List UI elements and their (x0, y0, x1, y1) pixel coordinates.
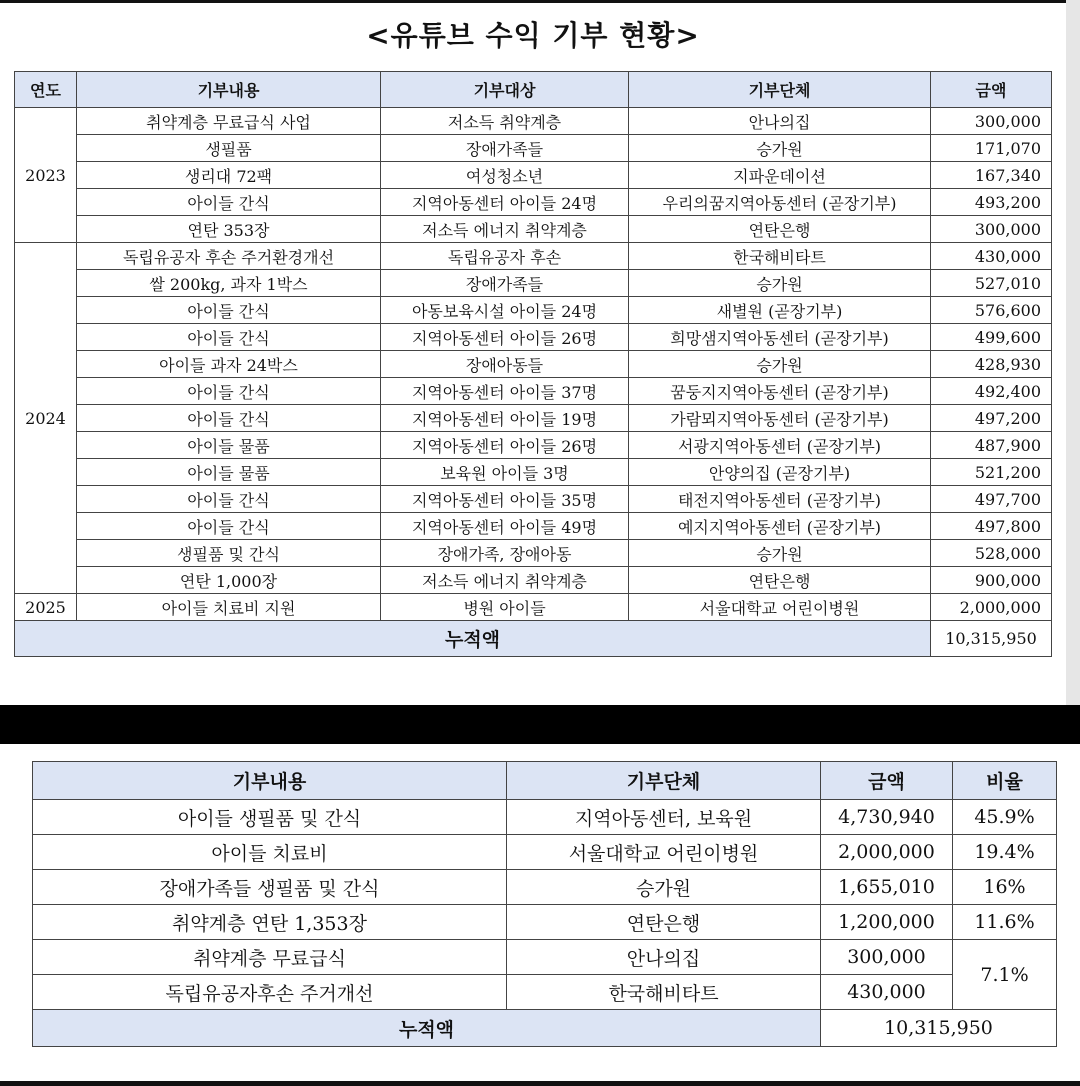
amount-cell: 2,000,000 (931, 594, 1052, 621)
org-cell: 우리의꿈지역아동센터 (곧장기부) (629, 189, 931, 216)
header-year: 연도 (15, 72, 77, 108)
table-row (15, 567, 1052, 594)
year-cell: 2024 (15, 243, 77, 594)
summary-row (33, 800, 1057, 835)
top-border-line (0, 0, 1080, 3)
amount-cell: 167,340 (931, 162, 1052, 189)
table-row (15, 513, 1052, 540)
summary-ratio-cell: 7.1% (953, 940, 1057, 1010)
table-row (15, 594, 1052, 621)
target-cell: 보육원 아이들 3명 (381, 459, 629, 486)
header-amount: 금액 (931, 72, 1052, 108)
summary-amount-cell: 1,200,000 (821, 905, 953, 940)
org-cell: 안양의집 (곧장기부) (629, 459, 931, 486)
table-row (15, 297, 1052, 324)
table-row (15, 216, 1052, 243)
summary-row (33, 835, 1057, 870)
summary-ratio-cell: 16% (953, 870, 1057, 905)
org-cell: 승가원 (629, 351, 931, 378)
target-cell: 아동보육시설 아이들 24명 (381, 297, 629, 324)
year-cell: 2025 (15, 594, 77, 621)
summary-content-cell: 장애가족들 생필품 및 간식 (33, 870, 507, 905)
org-cell: 서광지역아동센터 (곧장기부) (629, 432, 931, 459)
table-row (15, 243, 1052, 270)
summary-amount-cell: 300,000 (821, 940, 953, 975)
content-cell: 생리대 72팩 (77, 162, 381, 189)
content-cell: 취약계층 무료급식 사업 (77, 108, 381, 135)
header-content: 기부내용 (77, 72, 381, 108)
summary-header-ratio: 비율 (953, 762, 1057, 800)
table-header-row (15, 72, 1052, 108)
summary-ratio-cell: 19.4% (953, 835, 1057, 870)
summary-header-org: 기부단체 (507, 762, 821, 800)
summary-content-cell: 취약계층 연탄 1,353장 (33, 905, 507, 940)
summary-org-cell: 안나의집 (507, 940, 821, 975)
amount-cell: 497,700 (931, 486, 1052, 513)
org-cell: 안나의집 (629, 108, 931, 135)
year-cell: 2023 (15, 108, 77, 243)
org-cell: 희망샘지역아동센터 (곧장기부) (629, 324, 931, 351)
target-cell: 독립유공자 후손 (381, 243, 629, 270)
amount-cell: 492,400 (931, 378, 1052, 405)
summary-org-cell: 서울대학교 어린이병원 (507, 835, 821, 870)
table-row (15, 432, 1052, 459)
target-cell: 저소득 취약계층 (381, 108, 629, 135)
page-title: <유튜브 수익 기부 현황> (366, 19, 700, 52)
table-row (15, 270, 1052, 297)
org-cell: 태전지역아동센터 (곧장기부) (629, 486, 931, 513)
scrollbar-track[interactable] (1066, 0, 1080, 705)
amount-cell: 521,200 (931, 459, 1052, 486)
amount-cell: 428,930 (931, 351, 1052, 378)
content-cell: 아이들 물품 (77, 432, 381, 459)
target-cell: 지역아동센터 아이들 37명 (381, 378, 629, 405)
amount-cell: 171,070 (931, 135, 1052, 162)
amount-cell: 528,000 (931, 540, 1052, 567)
table-row (15, 108, 1052, 135)
summary-header-amount: 금액 (821, 762, 953, 800)
total-label: 누적액 (15, 621, 931, 657)
header-target: 기부대상 (381, 72, 629, 108)
org-cell: 예지지역아동센터 (곧장기부) (629, 513, 931, 540)
amount-cell: 487,900 (931, 432, 1052, 459)
target-cell: 지역아동센터 아이들 35명 (381, 486, 629, 513)
summary-content-cell: 독립유공자후손 주거개선 (33, 975, 507, 1010)
content-cell: 아이들 간식 (77, 486, 381, 513)
amount-cell: 497,200 (931, 405, 1052, 432)
total-row (15, 621, 1052, 657)
content-cell: 아이들 과자 24박스 (77, 351, 381, 378)
target-cell: 여성청소년 (381, 162, 629, 189)
content-cell: 독립유공자 후손 주거환경개선 (77, 243, 381, 270)
summary-row (33, 975, 1057, 1010)
org-cell: 서울대학교 어린이병원 (629, 594, 931, 621)
table-row (15, 540, 1052, 567)
target-cell: 지역아동센터 아이들 24명 (381, 189, 629, 216)
org-cell: 승가원 (629, 270, 931, 297)
table-row (15, 135, 1052, 162)
summary-ratio-cell: 45.9% (953, 800, 1057, 835)
amount-cell: 430,000 (931, 243, 1052, 270)
content-cell: 아이들 간식 (77, 378, 381, 405)
header-org: 기부단체 (629, 72, 931, 108)
content-cell: 아이들 간식 (77, 324, 381, 351)
summary-ratio-cell: 11.6% (953, 905, 1057, 940)
target-cell: 장애가족, 장애아동 (381, 540, 629, 567)
content-cell: 아이들 간식 (77, 189, 381, 216)
content-cell: 쌀 200kg, 과자 1박스 (77, 270, 381, 297)
summary-total-label: 누적액 (33, 1010, 821, 1047)
amount-cell: 576,600 (931, 297, 1052, 324)
target-cell: 장애아동들 (381, 351, 629, 378)
org-cell: 승가원 (629, 540, 931, 567)
target-cell: 병원 아이들 (381, 594, 629, 621)
target-cell: 지역아동센터 아이들 19명 (381, 405, 629, 432)
target-cell: 지역아동센터 아이들 26명 (381, 432, 629, 459)
summary-total-row (33, 1010, 1057, 1047)
black-divider-band (0, 705, 1080, 744)
table-row (15, 459, 1052, 486)
amount-cell: 300,000 (931, 216, 1052, 243)
target-cell: 장애가족들 (381, 135, 629, 162)
content-cell: 아이들 간식 (77, 405, 381, 432)
amount-cell: 527,010 (931, 270, 1052, 297)
org-cell: 승가원 (629, 135, 931, 162)
amount-cell: 900,000 (931, 567, 1052, 594)
content-cell: 생필품 (77, 135, 381, 162)
summary-header-content: 기부내용 (33, 762, 507, 800)
summary-amount-cell: 2,000,000 (821, 835, 953, 870)
target-cell: 저소득 에너지 취약계층 (381, 567, 629, 594)
summary-header-row (33, 762, 1057, 800)
table-row (15, 324, 1052, 351)
target-cell: 장애가족들 (381, 270, 629, 297)
summary-row (33, 940, 1057, 975)
content-cell: 아이들 간식 (77, 297, 381, 324)
summary-amount-cell: 1,655,010 (821, 870, 953, 905)
content-cell: 아이들 치료비 지원 (77, 594, 381, 621)
org-cell: 꿈둥지지역아동센터 (곧장기부) (629, 378, 931, 405)
amount-cell: 497,800 (931, 513, 1052, 540)
summary-amount-cell: 430,000 (821, 975, 953, 1010)
org-cell: 연탄은행 (629, 216, 931, 243)
table-row (15, 378, 1052, 405)
content-cell: 연탄 353장 (77, 216, 381, 243)
table-row (15, 405, 1052, 432)
content-cell: 연탄 1,000장 (77, 567, 381, 594)
org-cell: 가람뫼지역아동센터 (곧장기부) (629, 405, 931, 432)
amount-cell: 499,600 (931, 324, 1052, 351)
content-cell: 생필품 및 간식 (77, 540, 381, 567)
summary-total-amount: 10,315,950 (821, 1010, 1057, 1047)
org-cell: 연탄은행 (629, 567, 931, 594)
amount-cell: 493,200 (931, 189, 1052, 216)
org-cell: 새별원 (곧장기부) (629, 297, 931, 324)
table-row (15, 189, 1052, 216)
summary-content-cell: 아이들 치료비 (33, 835, 507, 870)
summary-row (33, 905, 1057, 940)
summary-table (32, 761, 1057, 1047)
org-cell: 지파운데이션 (629, 162, 931, 189)
summary-org-cell: 지역아동센터, 보육원 (507, 800, 821, 835)
summary-org-cell: 승가원 (507, 870, 821, 905)
yearly-donation-table (14, 71, 1052, 657)
summary-content-cell: 아이들 생필품 및 간식 (33, 800, 507, 835)
total-amount: 10,315,950 (931, 621, 1052, 657)
table-row (15, 162, 1052, 189)
amount-cell: 300,000 (931, 108, 1052, 135)
table-row (15, 351, 1052, 378)
target-cell: 저소득 에너지 취약계층 (381, 216, 629, 243)
table-row (15, 486, 1052, 513)
summary-content-cell: 취약계층 무료급식 (33, 940, 507, 975)
target-cell: 지역아동센터 아이들 49명 (381, 513, 629, 540)
content-cell: 아이들 간식 (77, 513, 381, 540)
summary-org-cell: 연탄은행 (507, 905, 821, 940)
org-cell: 한국해비타트 (629, 243, 931, 270)
summary-row (33, 870, 1057, 905)
content-cell: 아이들 물품 (77, 459, 381, 486)
summary-amount-cell: 4,730,940 (821, 800, 953, 835)
bottom-border-line (0, 1081, 1080, 1086)
target-cell: 지역아동센터 아이들 26명 (381, 324, 629, 351)
summary-org-cell: 한국해비타트 (507, 975, 821, 1010)
